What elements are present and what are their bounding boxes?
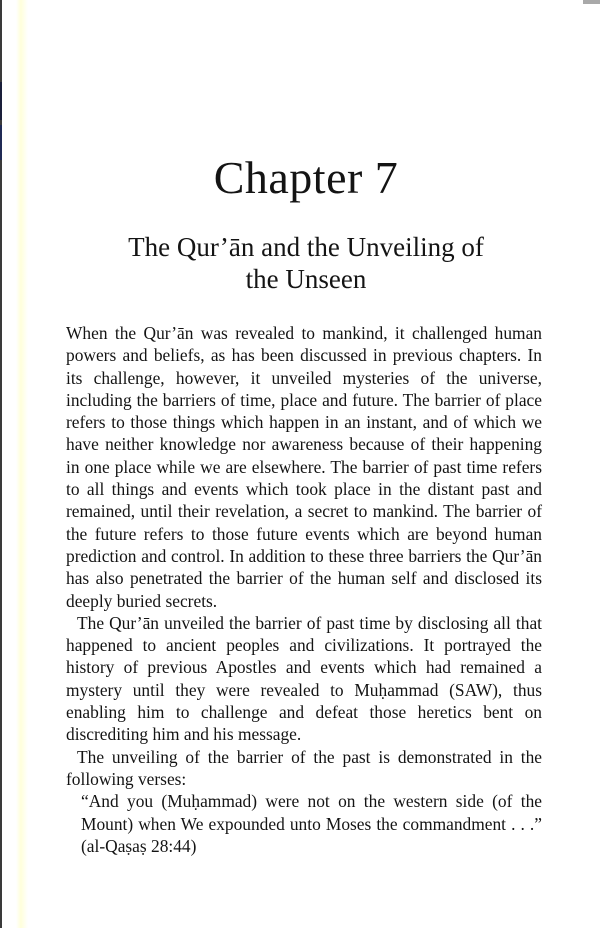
chapter-body	[66, 322, 542, 857]
chapter-title-line: the Unseen	[245, 264, 367, 294]
quran-quote: “And you (Muḥammad) were not on the western side (of the Mount) when We expounded unto Moses the commandment . . .” (al-Qaṣaṣ 28:44)	[81, 791, 542, 856]
chapter-title	[0, 231, 612, 295]
paragraph: The unveiling of the barrier of the past is demonstrated in the following verses:	[66, 746, 542, 789]
paragraph: When the Qur’ān was revealed to mankind, it challenged human powers and beliefs, as has been discussed in previous chapters. In its challenge, however, it unveiled mysteries of the universe, including the barriers of time, place and future. The barrier of place refers to those things which happen in an instant, and of which we have neither knowledge nor awareness because of their happening in one place while we are elsewhere. The barrier of past time refers to all things and events which took place in the distant past and remained, until their revelation, a secret to mankind. The barrier of the future refers to those future events which are beyond human prediction and control. In addition to these three barriers the Qur’ān has also penetrated the barrier of the human self and disclosed its deeply buried secrets.	[66, 323, 542, 611]
chapter-number: Chapter 7	[213, 152, 399, 203]
paragraph: The Qur’ān unveiled the barrier of past time by disclosing all that happened to ancient peoples and civilizations. It portrayed the history of previous Apostles and events which had remained a mystery until they were revealed to Muḥammad (SAW), thus enabling him to challenge and defeat those heretics bent on discrediting him and his message.	[66, 612, 542, 745]
chapter-title-line: The Qur’ān and the Unveiling of	[128, 232, 484, 262]
